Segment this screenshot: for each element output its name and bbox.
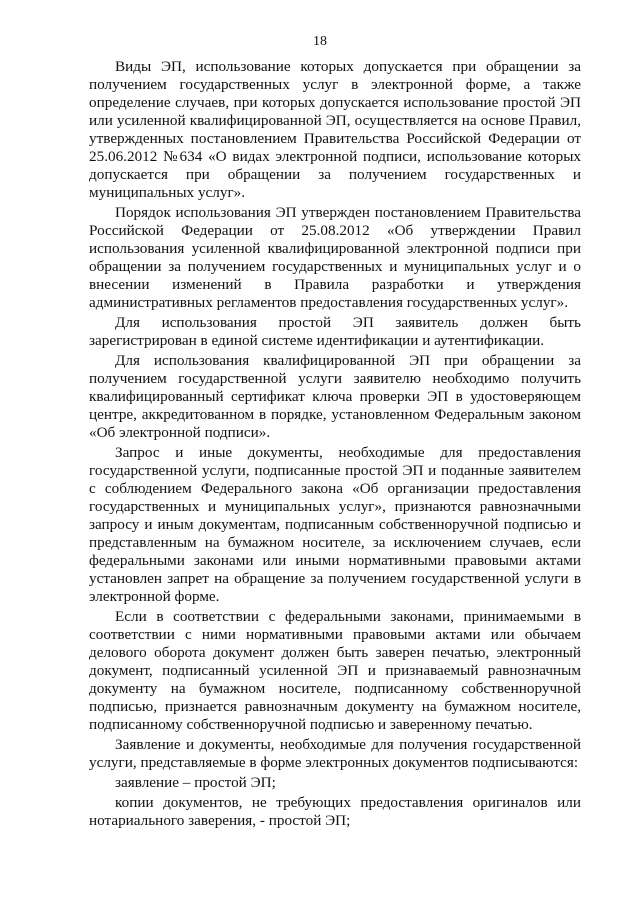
list-item-application: заявление – простой ЭП; — [115, 774, 276, 791]
document-body — [89, 58, 581, 830]
page-number: 18 — [313, 34, 327, 49]
paragraph-seal-requirement: Если в соответствии с федеральными законами, принимаемыми в соответствии с ними нормативными правовыми актами или обычаем делового оборота документ должен быть заверен печатью, электронный документ, подписанный усиленной ЭП и признаваемый равнозначным документу на бумажном носителе, подписанному собственноручной подписью, признается равнозначным документу на бумажном носителе, подписанному собственноручной подписью и заверенному печатью. — [89, 608, 581, 733]
paragraph-request-equivalence: Запрос и иные документы, необходимые для предоставления государственной услуги, подписанные простой ЭП и поданные заявителем с соблюдением Федерального закона «Об организации предоставления государственных и муниципальных услуг», признаются равнозначными запросу и иным документам, подписанным собственноручной подписью и представленным на бумажном носителе, за исключением случаев, если федеральными законами или иными нормативными правовыми актами установлен запрет на обращение за получением государственной услуги в электронной форме. — [89, 444, 581, 605]
paragraph-qualified-ep-certificate: Для использования квалифицированной ЭП при обращении за получением государственной услуги заявителю необходимо получить квалифицированный сертификат ключа проверки ЭП в удостоверяющем центре, аккредитованном в порядке, установленном Федеральным законом «Об электронной подписи». — [89, 352, 581, 441]
paragraph-documents-signing: Заявление и документы, необходимые для получения государственной услуги, представляемые в форме электронных документов подписываются: — [89, 736, 581, 771]
list-item-document-copies: копии документов, не требующих предоставления оригиналов или нотариального заверения, - простой ЭП; — [89, 794, 581, 829]
paragraph-ep-usage-order: Порядок использования ЭП утвержден постановлением Правительства Российской Федерации от 25.08.2012 «Об утверждении Правил использования усиленной квалифицированной электронной подписи при обращении за получением государственных и муниципальных услуг и о внесении изменений в Правила разработки и утверждения административных регламентов предоставления государственных услуг». — [89, 204, 581, 311]
paragraph-ep-types: Виды ЭП, использование которых допускается при обращении за получением государственных услуг в электронной форме, а также определение случаев, при которых допускается использование простой ЭП или усиленной квалифицированной ЭП, осуществляется на основе Правил, утвержденных постановлением Правительства Российской Федерации от 25.06.2012 №634 «О видах электронной подписи, использование которых допускается при обращении за получением государственных и муниципальных услуг». — [89, 58, 581, 201]
paragraph-simple-ep-registration: Для использования простой ЭП заявитель должен быть зарегистрирован в единой системе идентификации и аутентификации. — [89, 314, 581, 349]
